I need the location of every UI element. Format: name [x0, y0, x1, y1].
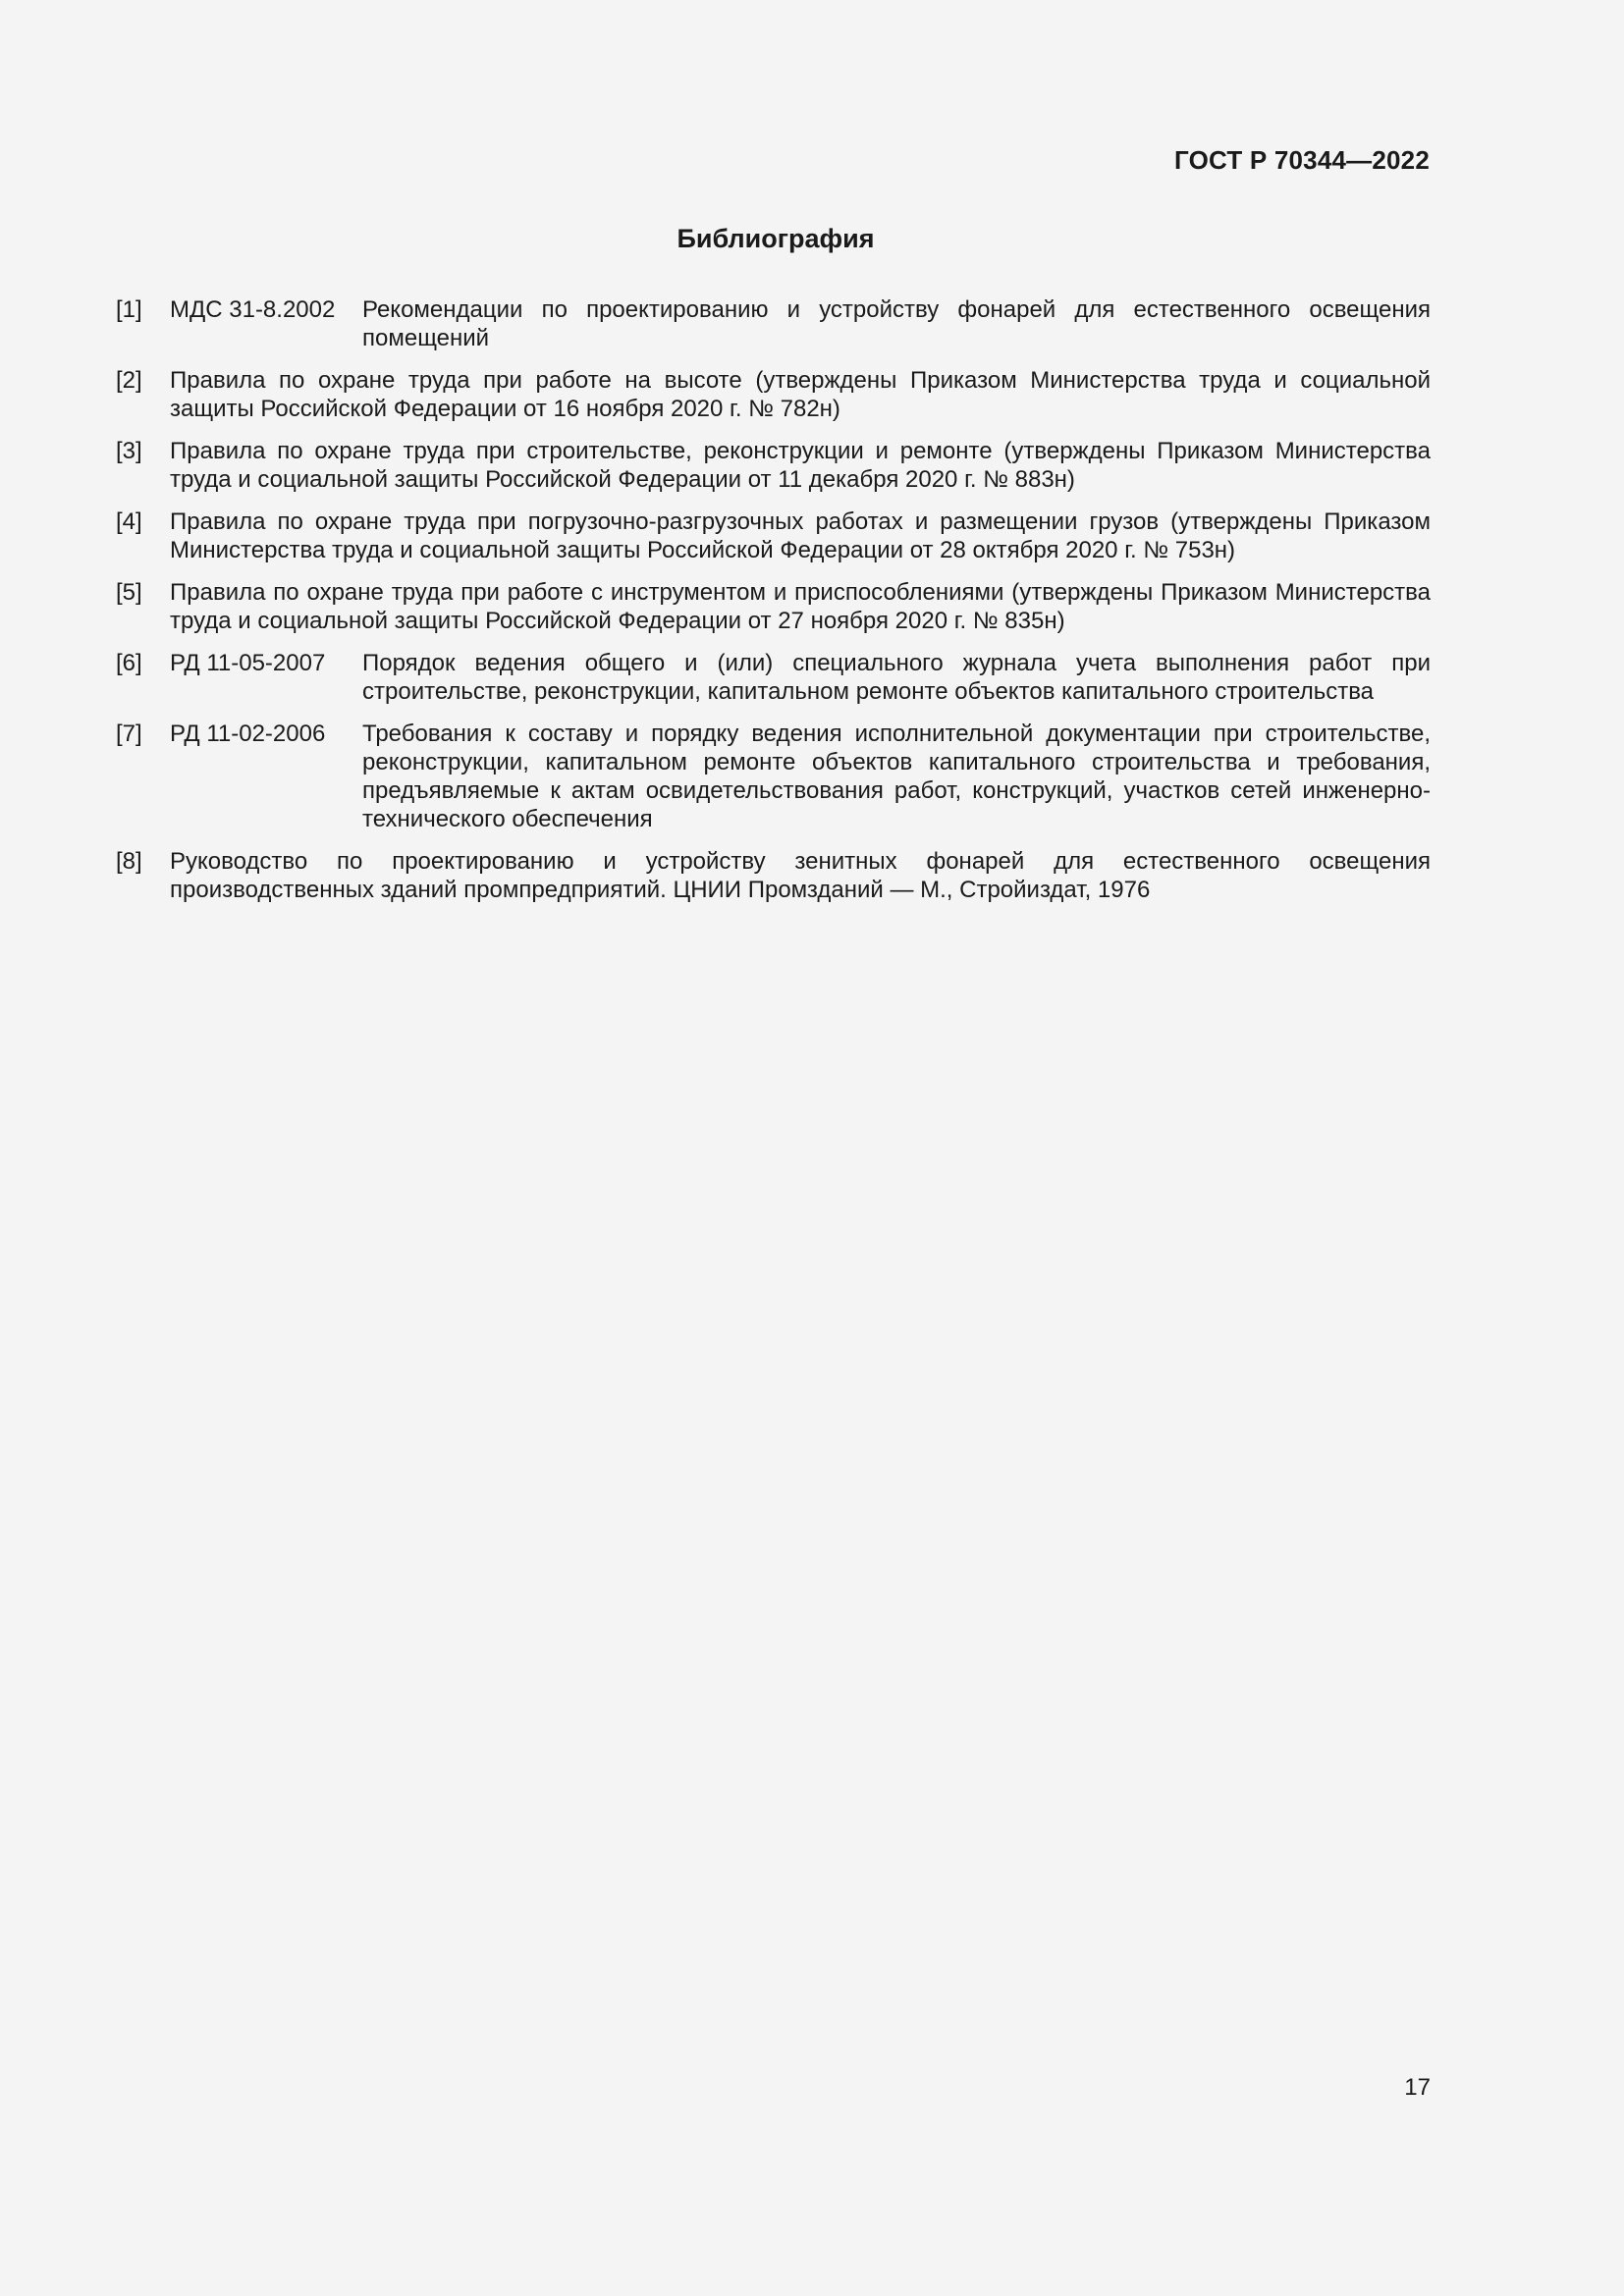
document-code: ГОСТ Р 70344—2022	[1174, 145, 1430, 175]
bibliography-list	[116, 295, 1431, 918]
bibliography-entry	[116, 366, 1431, 423]
entry-number: [6]	[116, 650, 142, 676]
entry-number: [8]	[116, 848, 142, 875]
entry-text: Правила по охране труда при работе с инструментом и приспособлениями (утверждены Приказом Министерства труда и социальной защиты Российской Федерации от 27 ноября 2020 г. № 835н)	[170, 579, 1431, 634]
entry-code: РД 11-05-2007	[170, 650, 326, 676]
bibliography-entry	[116, 720, 1431, 833]
bibliography-entry	[116, 295, 1431, 352]
bibliography-entry	[116, 847, 1431, 904]
bibliography-entry	[116, 649, 1431, 706]
entry-text: Правила по охране труда при работе на высоте (утверждены Приказом Министерства труда и социальной защиты Российской Федерации от 16 ноября 2020 г. № 782н)	[170, 367, 1431, 422]
entry-text: Порядок ведения общего и (или) специального журнала учета выполнения работ при строительстве, реконструкции, капитальном ремонте объектов капитального строительства	[362, 650, 1431, 705]
entry-number: [7]	[116, 721, 142, 747]
entry-text: Требования к составу и порядку ведения исполнительной документации при строительстве, реконструкции, капитальном ремонте объектов капитального строительства и требования, предъявляемые к актам освидетельствования работ, конструкций, участков сетей инженерно-технического обеспечения	[362, 721, 1431, 832]
entry-text: Правила по охране труда при погрузочно-разгрузочных работах и размещении грузов (утверждены Приказом Министерства труда и социальной защиты Российской Федерации от 28 октября 2020 г. № 753н)	[170, 508, 1431, 563]
bibliography-entry	[116, 437, 1431, 494]
entry-number: [1]	[116, 296, 142, 323]
entry-text: Руководство по проектированию и устройству зенитных фонарей для естественного освещения производственных зданий промпредприятий. ЦНИИ Промзданий — М., Стройиздат, 1976	[170, 848, 1431, 903]
entry-text: Правила по охране труда при строительстве, реконструкции и ремонте (утверждены Приказом Министерства труда и социальной защиты Российской Федерации от 11 декабря 2020 г. № 883н)	[170, 438, 1431, 493]
page-title: Библиография	[677, 224, 875, 253]
entry-text: Рекомендации по проектированию и устройству фонарей для естественного освещения помещений	[362, 296, 1431, 351]
entry-number: [2]	[116, 367, 142, 394]
page-number: 17	[1404, 2074, 1431, 2101]
entry-number: [5]	[116, 579, 142, 606]
bibliography-entry	[116, 507, 1431, 564]
entry-code: МДС 31-8.2002	[170, 296, 336, 323]
entry-number: [3]	[116, 438, 142, 464]
entry-number: [4]	[116, 508, 142, 535]
entry-code: РД 11-02-2006	[170, 721, 326, 747]
bibliography-entry	[116, 578, 1431, 635]
